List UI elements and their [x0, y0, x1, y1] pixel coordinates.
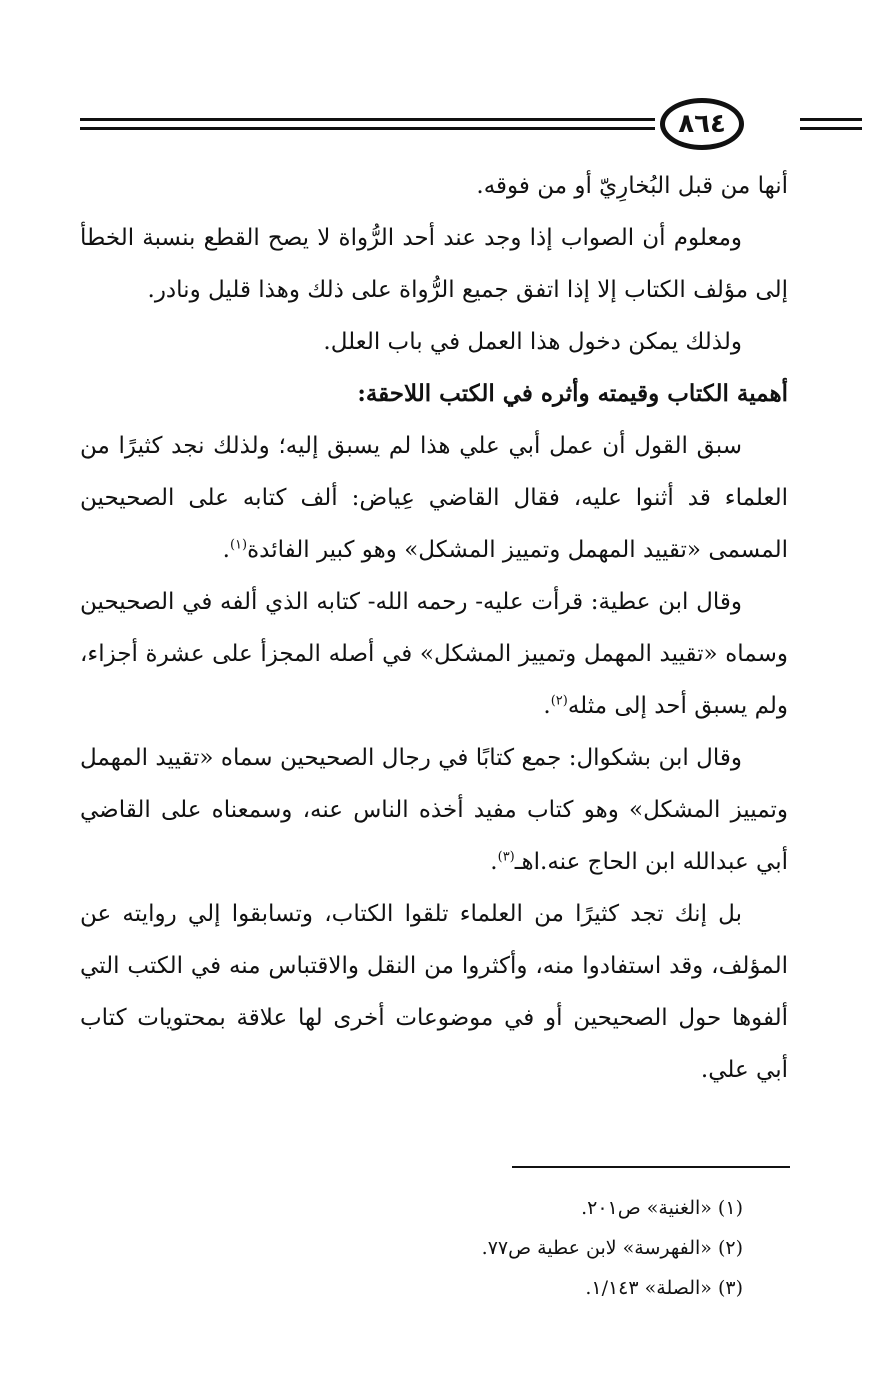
paragraph-text: وقال ابن عطية: قرأت عليه- رحمه الله- كتابه الذي ألفه في الصحيحين وسماه «تقييد المهمل وتمييز المشكل» في أصله المجزأ على عشرة أجزاء، ولم يسبق أحد إلى مثله [80, 589, 788, 719]
paragraph-text: بل إنك تجد كثيرًا من العلماء تلقوا الكتاب، وتسابقوا إلي روايته عن المؤلف، وقد استفادوا منه، وأكثروا من النقل والاقتباس منه في الكتب التي ألفوها حول الصحيحين أو في موضوعات أخرى لها علاقة بمحتويات كتاب أبي علي. [80, 901, 788, 1083]
footnote-marker: (٣) [497, 849, 515, 865]
paragraph [80, 316, 788, 368]
page-number: ٨٦٤ [678, 109, 726, 139]
paragraph [80, 732, 788, 888]
header-rule-line [800, 118, 862, 121]
paragraph-continuation [80, 160, 788, 212]
footnote-marker: (١) [229, 537, 248, 553]
body-text [80, 160, 788, 1096]
footnote: (٣) «الصلة» ١/١٤٣. [585, 1277, 743, 1299]
paragraph [80, 212, 788, 316]
footnote-marker: (٢) [550, 693, 568, 709]
paragraph-text: سبق القول أن عمل أبي علي هذا لم يسبق إليه؛ ولذلك نجد كثيرًا من العلماء قد أثنوا عليه، فقال القاضي عِياض: ألف كتابه على الصحيحين المسمى «تقييد المهمل وتمييز المشكل» وهو كبير الفائدة [80, 433, 788, 563]
paragraph-tail: . [490, 849, 498, 875]
paragraph-text: وقال ابن بشكوال: جمع كتابًا في رجال الصحيحين سماه «تقييد المهمل وتمييز المشكل» وهو كتاب مفيد أخذه الناس عنه، وسمعناه على القاضي أبي عبدالله ابن الحاج عنه.اهـ [80, 745, 788, 875]
header-rule-line [800, 127, 862, 130]
paragraph-text: أنها من قبل البُخارِيّ أو من فوقه. [476, 173, 788, 199]
footnote: (١) «الغنية» ص٢٠١. [581, 1197, 743, 1219]
paragraph [80, 420, 788, 576]
footnote: (٢) «الفهرسة» لابن عطية ص٧٧. [481, 1237, 743, 1259]
paragraph-tail: . [222, 537, 230, 563]
header-rule-line [80, 127, 655, 130]
footnotes [143, 1188, 743, 1308]
footnote-separator [512, 1166, 790, 1168]
paragraph [80, 888, 788, 1096]
paragraph-text: ولذلك يمكن دخول هذا العمل في باب العلل. [323, 329, 742, 355]
page-number-badge [660, 98, 744, 150]
section-heading: أهمية الكتاب وقيمته وأثره في الكتب اللاحقة: [357, 380, 788, 407]
paragraph-tail: . [543, 693, 551, 719]
paragraph-text: ومعلوم أن الصواب إذا وجد عند أحد الرُّواة لا يصح القطع بنسبة الخطأ إلى مؤلف الكتاب إلا إذا اتفق جميع الرُّواة على ذلك وهذا قليل ونادر. [80, 225, 788, 303]
paragraph [80, 576, 788, 732]
header-rule-line [80, 118, 655, 121]
